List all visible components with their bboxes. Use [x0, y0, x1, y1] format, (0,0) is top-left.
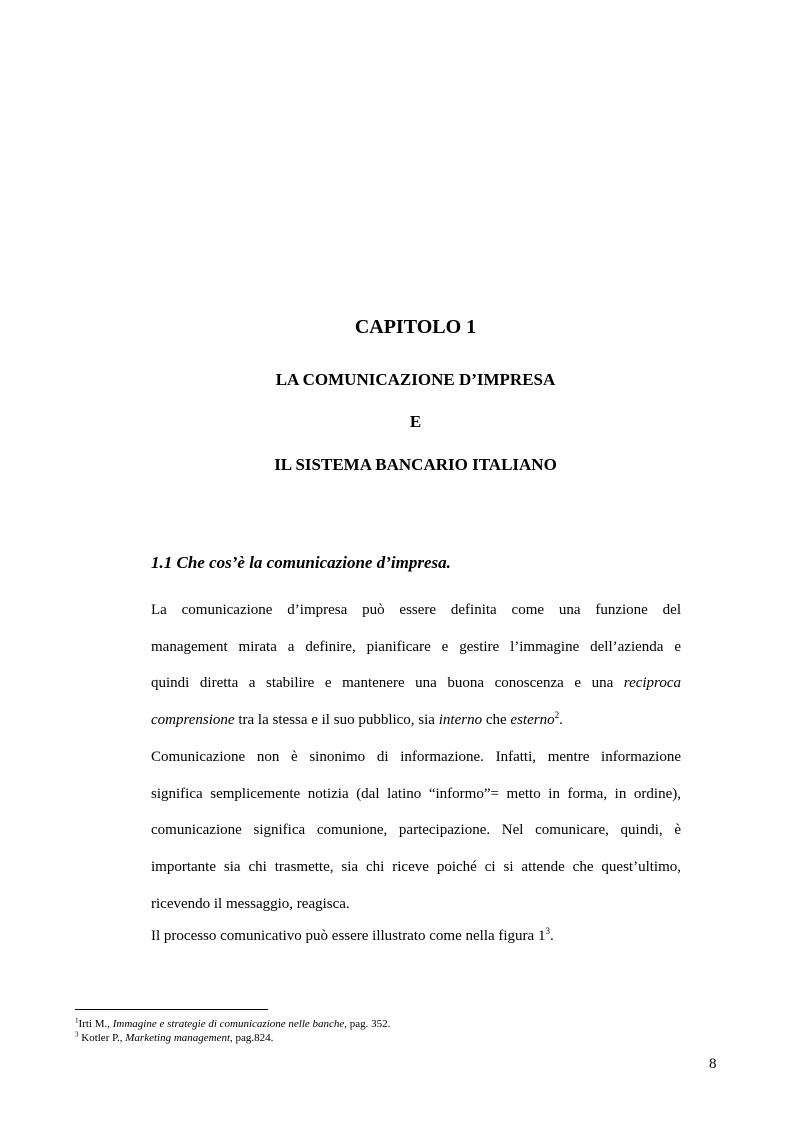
chapter-number: CAPITOLO 1 [354, 316, 477, 338]
paragraph-2-line-3: comunicazione significa comunione, partecipazione. Nel comunicare, quindi, è [151, 822, 681, 839]
section-heading: 1.1 Che cos’è la comunicazione d’impresa. [151, 553, 451, 572]
paragraph-3-text: Il processo comunicativo può essere illustrato come nella figura 1 [151, 928, 546, 944]
paragraph-1 [151, 592, 681, 739]
italic-esterno: esterno [510, 712, 555, 729]
paragraph-2-line-4: importante sia chi trasmette, sia chi riceve poiché ci si attende che quest’ultimo, [151, 859, 681, 876]
paragraph-1-line-4-text-a: tra la stessa e il suo pubblico, sia [234, 712, 439, 729]
chapter-title-line-1: LA COMUNICAZIONE D’IMPRESA [275, 370, 556, 389]
paragraph-2-line-5: ricevendo il messaggio, reagisca. [151, 895, 350, 912]
paragraph-1-line-3 [151, 665, 681, 702]
footnote-3-marker: 3 [75, 1030, 79, 1039]
footnote-3 [75, 1031, 390, 1045]
footnote-3-title: Marketing management [125, 1032, 231, 1044]
paragraph-2-line-2: significa semplicemente notizia (dal latino “informo”= metto in forma, in ordine), [151, 785, 681, 802]
paragraph-1-line-2: management mirata a definire, pianificare e gestire l’immagine dell’azienda e [151, 638, 681, 655]
footnote-1 [75, 1017, 390, 1031]
chapter-title-line-3: IL SISTEMA BANCARIO ITALIANO [274, 455, 557, 474]
italic-interno: interno [438, 712, 483, 729]
italic-reciproca: reciproca [623, 675, 681, 692]
footnote-ref-3: 3 [545, 926, 550, 936]
footnote-3-rest: , pag.824. [230, 1032, 274, 1044]
footnote-1-marker: 1 [75, 1016, 79, 1025]
page-number: 8 [709, 1056, 717, 1072]
paragraph-3-end: . [549, 928, 554, 944]
footnote-1-rest: , pag. 352. [344, 1018, 391, 1030]
footnotes [75, 1017, 390, 1045]
paragraph-3 [151, 925, 681, 947]
italic-comprensione: comprensione [151, 712, 235, 729]
footnote-3-author: Kotler P., [78, 1032, 126, 1044]
paragraph-1-line-4-end: . [559, 712, 563, 729]
footnote-1-title: Immagine e strategie di comunicazione nelle banche [112, 1018, 345, 1030]
paragraph-1-line-3-text: quindi diretta a stabilire e mantenere una buona conoscenza e una [151, 675, 624, 692]
paragraph-2-line-1: Comunicazione non è sinonimo di informazione. Infatti, mentre informazione [151, 749, 681, 765]
paragraph-1-line-4-text-b: che [482, 712, 511, 729]
paragraph-1-line-4 [151, 702, 681, 739]
footnote-ref-2: 2 [554, 710, 560, 721]
paragraph-2 [151, 739, 681, 922]
paragraph-1-line-1: La comunicazione d’impresa può essere definita come una funzione del [151, 602, 681, 618]
footnote-1-author: Irti M., [78, 1018, 113, 1030]
footnote-separator [75, 1009, 268, 1010]
chapter-title-line-2: E [409, 412, 422, 431]
